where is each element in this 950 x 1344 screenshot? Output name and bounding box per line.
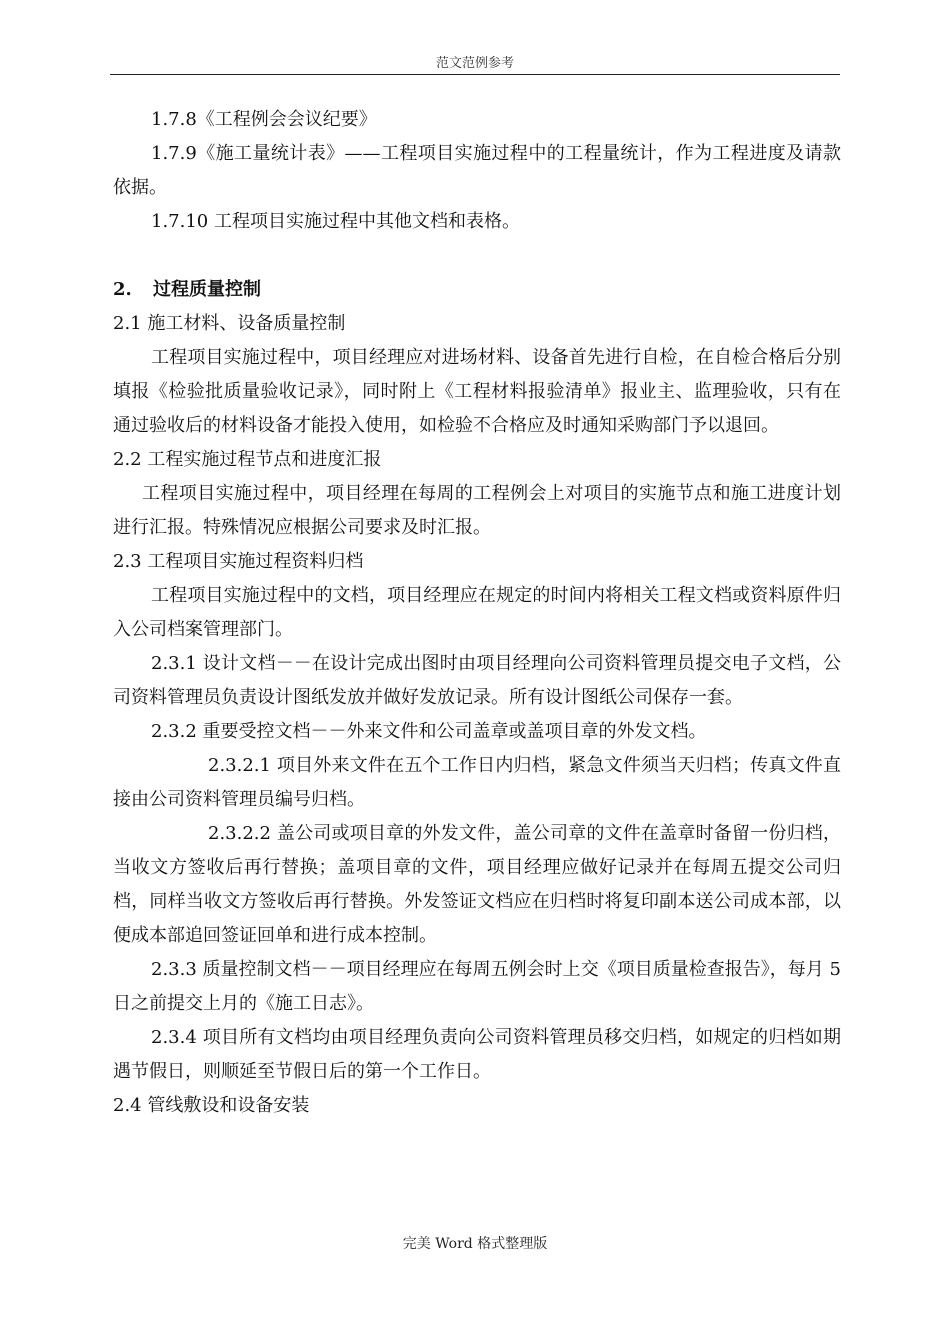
section-number: 2.	[113, 279, 132, 300]
subsection-2-3-heading: 2.3 工程项目实施过程资料归档	[113, 551, 364, 572]
item-1-7-9: 1.7.9《施工量统计表》——工程项目实施过程中的工程量统计，作为工程进度及请款依据。	[113, 143, 841, 198]
item-2-3-4: 2.3.4 项目所有文档均由项目经理负责向公司资料管理员移交归档，如规定的归档如期遇节假日，则顺延至节假日后的第一个工作日。	[113, 1027, 841, 1082]
subsection-2-1-heading: 2.1 施工材料、设备质量控制	[113, 313, 346, 334]
item-2-3-2-2: 2.3.2.2 盖公司或项目章的外发文件，盖公司章的文件在盖章时备留一份归档，当收文方签收后再行替换；盖项目章的文件，项目经理应做好记录并在每周五提交公司归档，同样当收文方签收后再行替换。外发签证文档应在归档时将复印副本送公司成本部，以便成本部追回签证回单和进行成本控制。	[113, 823, 841, 946]
item-1-7-8: 1.7.8《工程例会会议纪要》	[151, 109, 377, 130]
page-header: 范文范例参考	[110, 52, 840, 75]
subsection-2-2-body: 工程项目实施过程中，项目经理在每周的工程例会上对项目的实施节点和施工进度计划进行汇报。特殊情况应根据公司要求及时汇报。	[113, 483, 841, 538]
document-body	[113, 103, 841, 1123]
subsection-2-1-body: 工程项目实施过程中，项目经理应对进场材料、设备首先进行自检，在自检合格后分别填报《检验批质量验收记录》，同时附上《工程材料报验清单》报业主、监理验收，只有在通过验收后的材料设备才能投入使用，如检验不合格应及时通知采购部门予以退回。	[113, 347, 841, 436]
section-heading-2	[113, 273, 841, 307]
item-2-3-2-1: 2.3.2.1 项目外来文件在五个工作日内归档，紧急文件须当天归档；传真文件直接由公司资料管理员编号归档。	[113, 755, 841, 810]
item-2-3-1: 2.3.1 设计文档－－在设计完成出图时由项目经理向公司资料管理员提交电子文档，公司资料管理员负责设计图纸发放并做好发放记录。所有设计图纸公司保存一套。	[113, 653, 841, 708]
subsection-2-2-heading: 2.2 工程实施过程节点和进度汇报	[113, 449, 382, 470]
item-2-3-2: 2.3.2 重要受控文档－－外来文件和公司盖章或盖项目章的外发文档。	[151, 721, 707, 742]
page-footer: 完美 Word 格式整理版	[402, 1236, 548, 1252]
subsection-2-4-heading: 2.4 管线敷设和设备安装	[113, 1095, 310, 1116]
item-1-7-10: 1.7.10 工程项目实施过程中其他文档和表格。	[151, 211, 520, 232]
section-title: 过程质量控制	[153, 279, 261, 300]
item-2-3-3: 2.3.3 质量控制文档－－项目经理应在每周五例会时上交《项目质量检查报告》，每月 5 日之前提交上月的《施工日志》。	[113, 959, 841, 1014]
subsection-2-3-body: 工程项目实施过程中的文档，项目经理应在规定的时间内将相关工程文档或资料原件归入公司档案管理部门。	[113, 585, 841, 640]
